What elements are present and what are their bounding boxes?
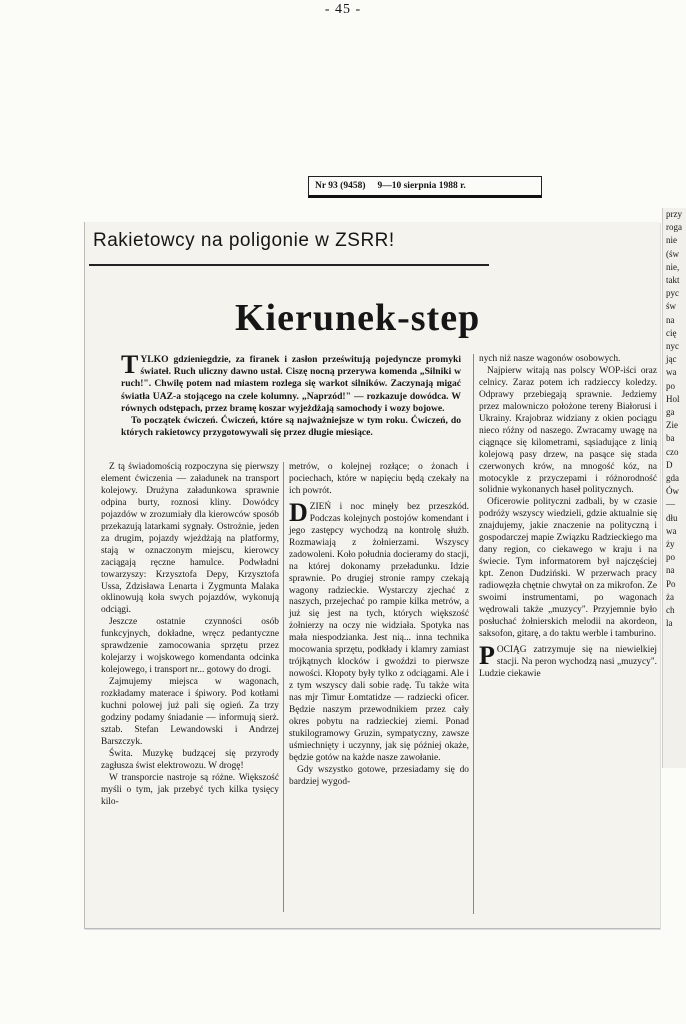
article-column-2 — [289, 462, 469, 789]
edge-text-fragment: po — [666, 380, 675, 391]
edge-text-fragment: nie, — [666, 261, 680, 272]
edge-text-fragment: — — [666, 499, 675, 510]
edge-text-fragment: ch — [666, 605, 675, 616]
edge-text-fragment: roga — [666, 222, 682, 233]
body-paragraph: W transporcie nastroje są różne. Większość myśli o tym, jak przebyć tych kilka tysięcy kilo- — [101, 772, 279, 807]
edge-text-fragment: po — [666, 552, 675, 563]
issue-date: 9—10 sierpnia 1988 r. — [377, 181, 466, 191]
edge-text-fragment: D — [666, 459, 673, 470]
edge-text-fragment: pyc — [666, 288, 679, 299]
edge-text-fragment: Ów — [666, 486, 679, 497]
article-lead — [121, 350, 461, 439]
edge-text-fragment: Hol — [666, 393, 680, 404]
body-paragraph: Oficerowie polityczni zadbali, by w czasie podróży wszyscy wiedzieli, gdzie aktualnie się znajdujemy, jakie znaczenie na polityczną i gospodarczej mapie Związku Radzieckiego ma dany region, co ciekawego w kraju i na świecie. Tym informatorem był najczęściej kpt. Zenon Dudziński. W przerwach pracy radiowęzła chętnie chwytał on za mikrofon. Ze swoimi instrumentami, po wagonach wędrowali także „muzycy". Przyjemnie było posłuchać żołnierskich melodii na akordeon, saksofon, gitarę, a do taktu werble i tamburino. — [479, 497, 657, 639]
body-paragraph: Jeszcze ostatnie czynności osób funkcyjnych, dokładne, wręcz pedantyczne sprawdzenie zamocowania sprzętu przez kolejarzy i wojskowego komendanta odcinka kolejowego, i transport nr... gotowy do drogi. — [101, 617, 279, 676]
column-divider — [473, 354, 474, 914]
edge-text-fragment: św — [666, 301, 677, 312]
edge-text-fragment: dłu — [666, 512, 678, 523]
edge-text-fragment: la — [666, 618, 673, 629]
newspaper-clipping — [84, 222, 660, 929]
newspaper-masthead — [308, 176, 542, 198]
edge-text-fragment: ży — [666, 539, 675, 550]
edge-text-fragment: na — [666, 565, 675, 576]
edge-text-fragment: ba — [666, 433, 675, 444]
edge-text-fragment: ga — [666, 407, 675, 418]
issue-number: Nr 93 (9458) — [315, 181, 366, 191]
edge-text-fragment: nie — [666, 235, 677, 246]
edge-text-fragment: na — [666, 314, 675, 325]
page-number: - 45 - — [324, 2, 362, 17]
edge-text-fragment: przy — [666, 209, 682, 219]
edge-text-fragment: Po — [666, 578, 676, 589]
section-drop-cap: D — [289, 497, 308, 527]
section-drop-cap: P — [479, 640, 495, 670]
edge-text-fragment: Zie — [666, 420, 678, 431]
edge-text-fragment: jąc — [666, 354, 677, 365]
edge-text-fragment: takt — [666, 275, 680, 286]
body-paragraph: Świta. Muzykę budzącej się przyrody zagłusza świst elektrowozu. W drogę! — [101, 748, 279, 771]
edge-text-fragment: gda — [666, 473, 679, 484]
edge-text-fragment: cię — [666, 327, 677, 338]
edge-text-fragment: (św — [666, 248, 679, 259]
body-paragraph: ZIEŃ i noc minęły bez przeszkód. Podczas kolejnych postojów komendant i jego zastępcy wychodzą na kontrolę służb. Rozmawiają z żołnierzami. Wszyscy zadowoleni. Koło południa docieramy do stacji, na której dokonamy przeładunku. Idzie sprawnie. Po drugiej stronie rampy czekają wagony radzieckie. Wystarczy zjechać z naszych, przejechać po rampie kilka metrów, a już się jest na tych, których większość żołnierzy na oczy nie widziała. Spotyka nas mała niespodzianka. Jest nią... inna technika mocowania sprzętu, podkłady i klamry zamiast trójkątnych klocków i gwoździ to pierwsze nowości. Kłopoty były tylko z odciągami. Ale i z tym wszyscy dali sobie radę. Tu także wita nas mjr Timur Łomtatidze — radziecki oficer. Będzie naszym przewodnikiem przez cały okres pobytu na radzieckiej ziemi. Ponad stukilogramowy Gruzin, sympatyczny, zawsze uśmiechnięty i uczynny, jak się później okaże, będzie gotów na każde nasze zawołanie. — [289, 501, 469, 763]
body-paragraph: Z tą świadomością rozpoczyna się pierwszy element ćwiczenia — załadunek na transport kolejowy. Drużyna załadunkowa sprawnie odpina burty, roznosi kliny. Dowódcy pojazdów w zrozumiały dla kierowców sposób przekazują latarkami sygnały. Ostrożnie, jeden za drugim, pojazdy wjeżdżają na platformy, stają w oznaczonym miejscu, kierowcy zaciągają ręczne hamulce. Podwładni towarzyszy: Krzysztofa Depy, Krzysztofa Ussa, Zdzisława Lenarta i Zygmunta Malaka oklinowują koła swych pojazdów, wykonują odciągi. — [101, 462, 279, 616]
lead-drop-cap: T — [121, 350, 139, 379]
article-column-1 — [101, 462, 279, 809]
lead-paragraph-1: YLKO gdzieniegdzie, za firanek i zasłon prześwitują pojedyncze promyki świateł. Ruch uliczny dawno ustał. Ciszę nocną przerywa komenda „Silniki w ruch!". Chwilę potem nad miastem rozlega się warkot silników. Zaczynają migać światła UAZ-a stojącego na czele kolumny. „Naprzód!" — rozkazuje dowódca. W równych odstępach, przez bramę koszar wyjeżdżają samochody i wozy bojowe. — [121, 354, 461, 414]
edge-text-fragment: nyc — [666, 341, 679, 352]
body-paragraph: metrów, o kolejnej rozłące; o żonach i pociechach, które w napięciu będą czekały na ich powrót. — [289, 462, 469, 496]
edge-text-fragment: wa — [666, 525, 677, 536]
article-headline: Kierunek-step — [235, 297, 481, 339]
adjacent-clipping-edge — [662, 208, 686, 768]
kicker-rule — [89, 264, 489, 266]
edge-text-fragment: wa — [666, 367, 677, 378]
body-paragraph: nych niż nasze wagonów osobowych. — [479, 354, 621, 364]
body-paragraph: OCIĄG zatrzymuje się na niewielkiej stacji. Na peron wychodzą nasi „muzycy". Ludzie ciekawie — [479, 644, 657, 679]
article-kicker: Rakietowcy na poligonie w ZSRR! — [93, 230, 395, 251]
body-paragraph: Zajmujemy miejsca w wagonach, rozkładamy materace i śpiwory. Pod kotłami kuchni polowej już pali się ogień. Za trzy godziny podamy śniadanie — informują sierż. sztab. Stefan Lewandowski i Andrzej Barszczyk. — [101, 677, 279, 747]
edge-text-fragment: ża — [666, 591, 674, 602]
lead-paragraph-2: To początek ćwiczeń. Ćwiczeń, które są najważniejsze w tym roku. Ćwiczeń, do których rakietowcy przygotowywali się przez długie miesiące. — [121, 415, 461, 439]
column-divider — [283, 462, 284, 912]
edge-text-fragment: czo — [666, 446, 679, 457]
body-paragraph: Gdy wszystko gotowe, przesiadamy się do bardziej wygod- — [289, 764, 469, 787]
article-column-3 — [479, 354, 657, 681]
body-paragraph: Najpierw witają nas polscy WOP-iści oraz celnicy. Zaraz potem ich radzieccy koledzy. Odprawy przebiegają sprawnie. Jedziemy przez malowniczo położone tereny Białorusi i Ukrainy. Krajobraz widziany z okien pociągu nieco różny od naszego. Zwracamy uwagę na ciągnące się kilometrami, sąsiadujące z linią kolejową pasy drzew, na pasące się stada czerwonych krów, na mnogość kóz, na motocykle z przyczepami i różnorodność solidnie wykonanych haseł politycznych. — [479, 365, 657, 496]
